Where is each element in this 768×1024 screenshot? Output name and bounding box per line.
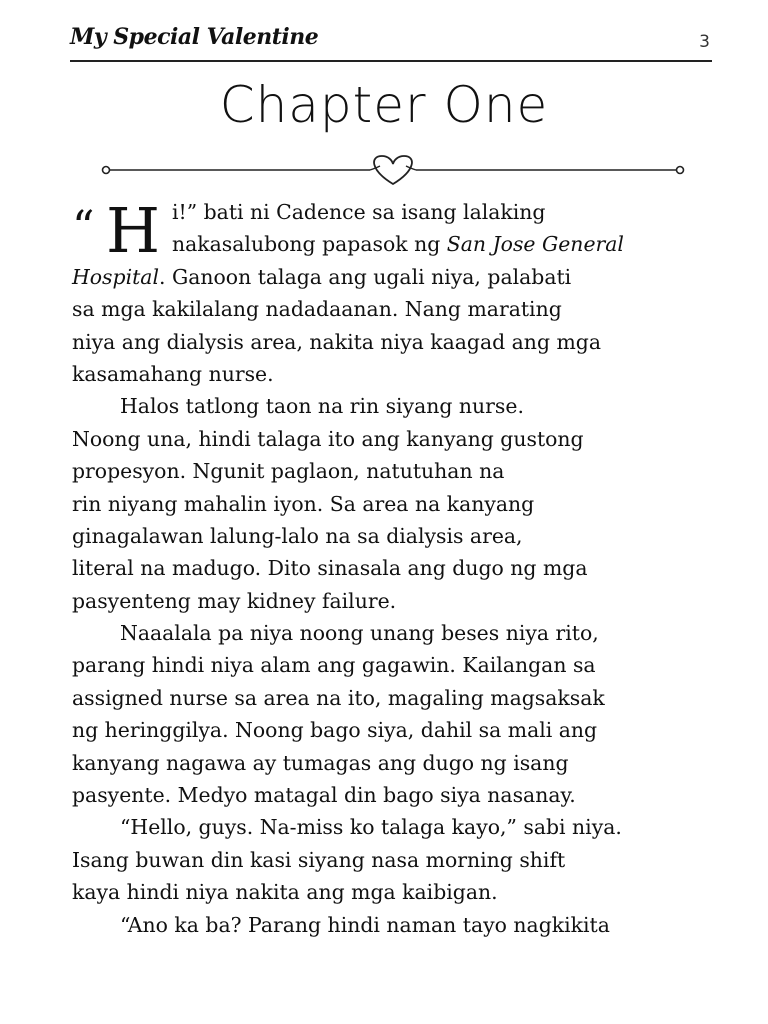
text-line: Naaalala pa niya noong unang beses niya rito,	[120, 621, 599, 646]
text-line: ng heringgilya. Noong bago siya, dahil sa mali ang	[72, 718, 598, 743]
running-header	[70, 22, 712, 62]
text-line: sa mga kakilalang nadadaanan. Nang marating	[72, 297, 562, 322]
heart-divider-icon	[100, 150, 686, 190]
paragraph-3	[72, 617, 712, 811]
text-line: niya ang dialysis area, nakita niya kaagad ang mga	[72, 329, 602, 354]
text-line: pasyenteng may kidney failure.	[72, 588, 397, 613]
hospital-name-italic: San Jose General	[446, 232, 624, 257]
text-line	[72, 228, 712, 260]
text-line: rin niyang mahalin iyon. Sa area na kanyang	[72, 491, 535, 516]
text-line: propesyon. Ngunit paglaon, natutuhan na	[72, 459, 505, 484]
text-line: Noong una, hindi talaga ito ang kanyang gustong	[72, 426, 584, 451]
text-span: nakasalubong papasok ng	[172, 232, 447, 257]
page-number: 3	[699, 32, 710, 52]
text-line: kaya hindi niya nakita ang mga kaibigan.	[72, 880, 498, 905]
text-line: “Ano ka ba? Parang hindi naman tayo nagkikita	[120, 912, 610, 937]
chapter-body	[72, 196, 712, 941]
text-line: literal na madugo. Dito sinasala ang dugo ng mga	[72, 556, 588, 581]
paragraph-5	[72, 909, 712, 941]
dropcap-quote: “	[72, 202, 95, 253]
text-line: assigned nurse sa area na ito, magaling magsaksak	[72, 685, 605, 710]
text-line: Isang buwan din kasi siyang nasa morning shift	[72, 847, 566, 872]
chapter-title: Chapter One	[219, 76, 549, 134]
text-line: Halos tatlong taon na rin siyang nurse.	[120, 394, 524, 419]
text-line: ginagalawan lalung-lalo na sa dialysis area,	[72, 523, 523, 548]
book-title: My Special Valentine	[70, 24, 319, 50]
paragraph-4	[72, 811, 712, 908]
text-line: pasyente. Medyo matagal din bago siya nasanay.	[72, 783, 576, 808]
paragraph-2	[72, 390, 712, 617]
text-line: kanyang nagawa ay tumagas ang dugo ng isang	[72, 750, 569, 775]
text-span: . Ganoon talaga ang ugali niya, palabati	[158, 264, 572, 289]
paragraph-1	[72, 196, 712, 390]
text-line: “Hello, guys. Na-miss ko talaga kayo,” sabi niya.	[120, 815, 622, 840]
text-line	[72, 261, 712, 293]
text-line: parang hindi niya alam ang gagawin. Kailangan sa	[72, 653, 596, 678]
text-line: kasamahang nurse.	[72, 361, 274, 386]
hospital-name-italic: Hospital	[72, 264, 159, 289]
dropcap-letter: H	[106, 194, 161, 267]
text-line: i!” bati ni Cadence sa isang lalaking	[172, 200, 546, 224]
